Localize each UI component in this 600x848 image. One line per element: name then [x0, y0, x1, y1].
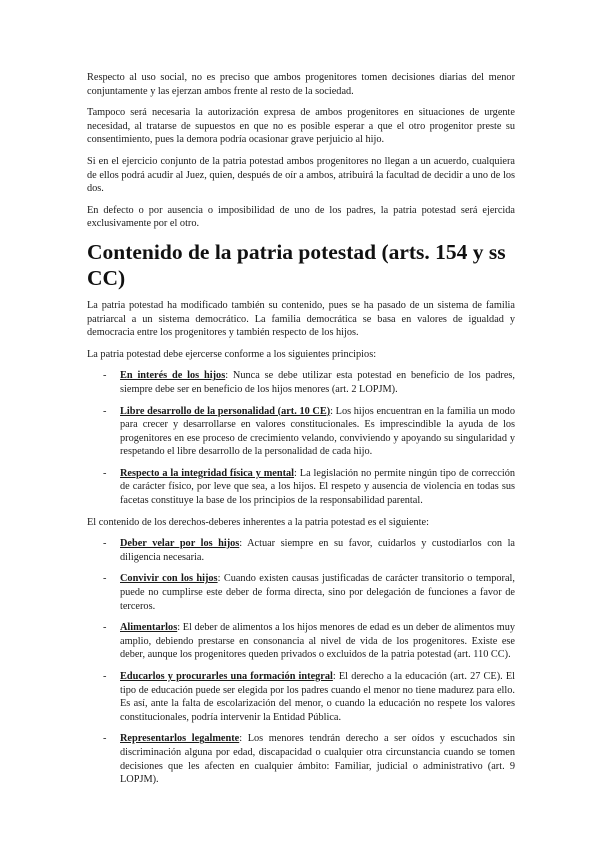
- list-item-term: Educarlos y procurarles una formación integral: [120, 671, 333, 682]
- list-item-text: : El deber de alimentos a los hijos menores de edad es un deber de alimentos muy amplio, debiendo prestarse en consonancia al nivel de vida de los progenitores. Existe ese deber, aunque los progenitores queden privados o excluidos de la patria potestad (art. 110 CC).: [120, 622, 515, 661]
- document-page: [87, 71, 515, 795]
- dash-bullet: -: [103, 370, 107, 382]
- dash-bullet: -: [103, 733, 107, 745]
- dash-bullet: -: [103, 573, 107, 585]
- list-item-text: : Cuando existen causas justificadas de carácter transitorio o temporal, puede no cumplirse este deber de forma directa, sino por delegación de funciones a favor de terceros.: [120, 573, 515, 612]
- paragraph: La patria potestad ha modificado también su contenido, pues se ha pasado de un sistema de familia patriarcal a un sistema democrático. La familia democrática se basa en valores de igualdad y democracia entre los progenitores y también respecto de los hijos.: [87, 299, 515, 339]
- dash-bullet: -: [103, 405, 107, 417]
- dash-bullet: -: [103, 671, 107, 682]
- paragraph: El contenido de los derechos-deberes inherentes a la patria potestad es el siguiente:: [87, 516, 429, 528]
- duties-list: [87, 537, 515, 787]
- list-item-text: : El derecho a la educación (art. 27 CE). El tipo de educación puede ser elegida por los padres cuando el menor no tiene madurez para ello. Es así, ante la falta de escolarización del menor, o cuando la educación no respete los valores constitucionales, podría intervenir la Entidad Pública.: [120, 671, 515, 723]
- paragraph: Tampoco será necesaria la autorización expresa de ambos progenitores en situaciones de urgente necesidad, al tratarse de supuestos en que no es posible esperar a que el otro progenitor preste su consentimiento, pues la demora podría ocasionar grave perjuicio al hijo.: [87, 107, 515, 146]
- dash-bullet: -: [103, 622, 107, 634]
- paragraph: Si en el ejercicio conjunto de la patria potestad ambos progenitores no llegan a un acuerdo, cualquiera de ellos podrá acudir al Juez, quien, después de oír a ambos, atribuirá la facultad de decidir a uno de los dos.: [87, 155, 515, 195]
- paragraph: La patria potestad debe ejercerse conforme a los siguientes principios:: [87, 348, 377, 360]
- list-item-term: Respecto a la integridad física y mental: [120, 467, 295, 479]
- list-item-term: Convivir con los hijos: [120, 573, 218, 585]
- list-item: [87, 572, 515, 613]
- list-item: [87, 732, 515, 786]
- list-item-text: : La legislación no permite ningún tipo de corrección de carácter físico, por leve que sea, a los hijos. El respeto y ausencia de violencia en todas sus facetas constituye la base de los principios de la responsabilidad parental.: [120, 467, 515, 507]
- list-item: [87, 621, 515, 662]
- list-item-text: : Actuar siempre en su favor, cuidarlos y custodiarlos con la diligencia necesaria.: [120, 538, 516, 563]
- list-item-text: : Los menores tendrán derecho a ser oídos y escuchados sin discriminación alguna por edad, discapacidad o cualquier otra circunstancia cuando se tomen decisiones que les afecten en cualquier ámbito: Familiar, judicial o administrativo (art. 9 LOPJM).: [120, 733, 515, 786]
- paragraph: Respecto al uso social, no es preciso que ambos progenitores tomen decisiones diarias del menor conjuntamente y las ejerzan ambos frente al resto de la sociedad.: [87, 72, 515, 97]
- list-item: [87, 537, 515, 564]
- list-item-text: : Nunca se debe utilizar esta potestad en beneficio de los padres, siempre debe ser en beneficio de los hijos menores (art. 2 LOPJM).: [120, 370, 515, 395]
- list-item-term: En interés de los hijos: [120, 370, 226, 382]
- list-item-term: Libre desarrollo de la personalidad (art. 10 CE): [120, 405, 331, 417]
- dash-bullet: -: [103, 538, 107, 550]
- list-item-text: : Los hijos encuentran en la familia un modo para crecer y desarrollarse en valores constitucionales. Es imprescindible la ayuda de los progenitores en ese proceso de crecimiento velando, conviviendo y apoyando su singularidad y respetando el libre desarrollo de la personalidad de cada hijo.: [120, 405, 515, 458]
- list-item-term: Representarlos legalmente: [120, 733, 240, 745]
- dash-bullet: -: [103, 467, 107, 479]
- list-item: [87, 467, 515, 508]
- list-item: [87, 405, 515, 459]
- section-heading: Contenido de la patria potestad (arts. 154 y ss CC): [87, 239, 506, 290]
- list-item: [87, 670, 515, 724]
- list-item: [87, 369, 515, 396]
- paragraph: En defecto o por ausencia o imposibilidad de uno de los padres, la patria potestad será ejercida exclusivamente por el otro.: [87, 204, 515, 230]
- principles-list: [87, 369, 515, 507]
- list-item-term: Deber velar por los hijos: [120, 538, 240, 550]
- list-item-term: Alimentarlos: [120, 622, 178, 634]
